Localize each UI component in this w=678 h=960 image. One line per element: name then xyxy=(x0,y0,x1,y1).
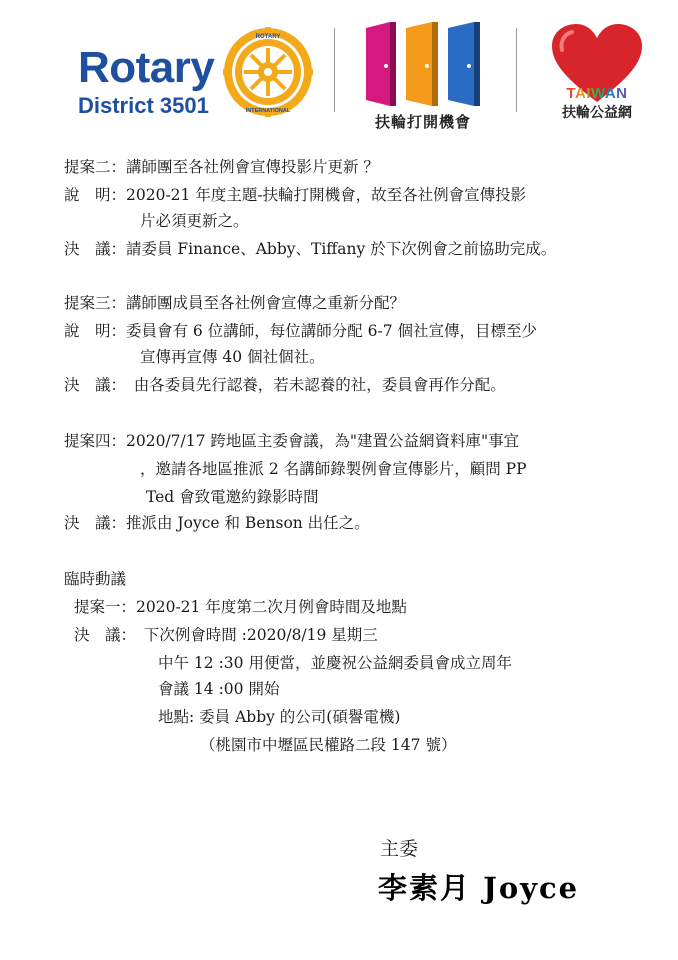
header-logos xyxy=(0,0,678,140)
wheel-ring-top: ROTARY xyxy=(255,34,281,40)
doors-caption: 扶輪打開機會 xyxy=(374,113,471,131)
proposal-4-explanation-1: ，邀請各地區推派 2 名講師錄製例會宣傳影片，顧問 PP xyxy=(140,460,527,478)
proposal-3-explanation-1: 說 明：委員會有 6 位講師，每位講師分配 6-7 個社宣傳，目標至少 xyxy=(64,322,538,340)
logo-divider xyxy=(334,28,335,112)
proposal-4-explanation-2: Ted 會致電邀約錄影時間 xyxy=(146,488,319,506)
taiwan-wordmark xyxy=(548,86,646,102)
proposal-4-title: 提案四：2020/7/17 跨地區主委會議，為"建置公益網資料庫"事宜 xyxy=(64,432,520,450)
wheel-ring-bottom: INTERNATIONAL xyxy=(245,108,291,114)
proposal-2-title: 提案二：講師團至各社例會宣傳投影片更新 ？ xyxy=(64,158,379,176)
proposal-4-resolution: 決 議：推派由 Joyce 和 Benson 出任之。 xyxy=(64,514,370,532)
chair-signature: 李素月 Joyce xyxy=(378,871,580,905)
extra-detail-location: 地點: 委員 Abby 的公司(碩譽電機) xyxy=(158,708,401,726)
heart-caption: 扶輪公益網 xyxy=(562,105,632,121)
proposal-2-explanation-2: 片必須更新之。 xyxy=(140,212,249,230)
taiwan-text: TAIWAN xyxy=(566,85,628,102)
proposal-2-explanation-1: 說 明：2020-21 年度主題-扶輪打開機會，故至各社例會宣傳投影 xyxy=(64,186,527,204)
rotary-wordmark: Rotary xyxy=(78,43,215,92)
extra-proposal: 提案一：2020-21 年度第二次月例會時間及地點 xyxy=(74,598,407,616)
rotary-wheel-icon xyxy=(222,26,314,118)
open-doors-icon xyxy=(360,20,486,112)
proposal-2-resolution: 決 議：請委員 Finance、Abby、Tiffany 於下次例會之前協助完成。 xyxy=(64,240,557,258)
logo-divider-2 xyxy=(516,28,517,112)
proposal-3-resolution: 決 議： 由各委員先行認養，若未認養的社，委員會再作分配。 xyxy=(64,376,506,394)
chair-title: 主委 xyxy=(380,838,419,860)
extra-heading: 臨時動議 xyxy=(64,570,127,588)
extra-detail-start: 會議 14 :00 開始 xyxy=(158,680,280,698)
proposal-3-title: 提案三：講師團成員至各社例會宣傳之重新分配？ xyxy=(64,294,406,312)
extra-detail-address: （桃園市中壢區民權路二段 147 號） xyxy=(200,736,457,754)
extra-resolution: 決 議： 下次例會時間 :2020/8/19 星期三 xyxy=(74,626,378,644)
proposal-3-explanation-2: 宣傳再宣傳 40 個社個社。 xyxy=(140,348,325,366)
extra-detail-lunch: 中午 12 :30 用便當，並慶祝公益網委員會成立周年 xyxy=(158,654,512,672)
district-label: District 3501 xyxy=(78,93,209,118)
